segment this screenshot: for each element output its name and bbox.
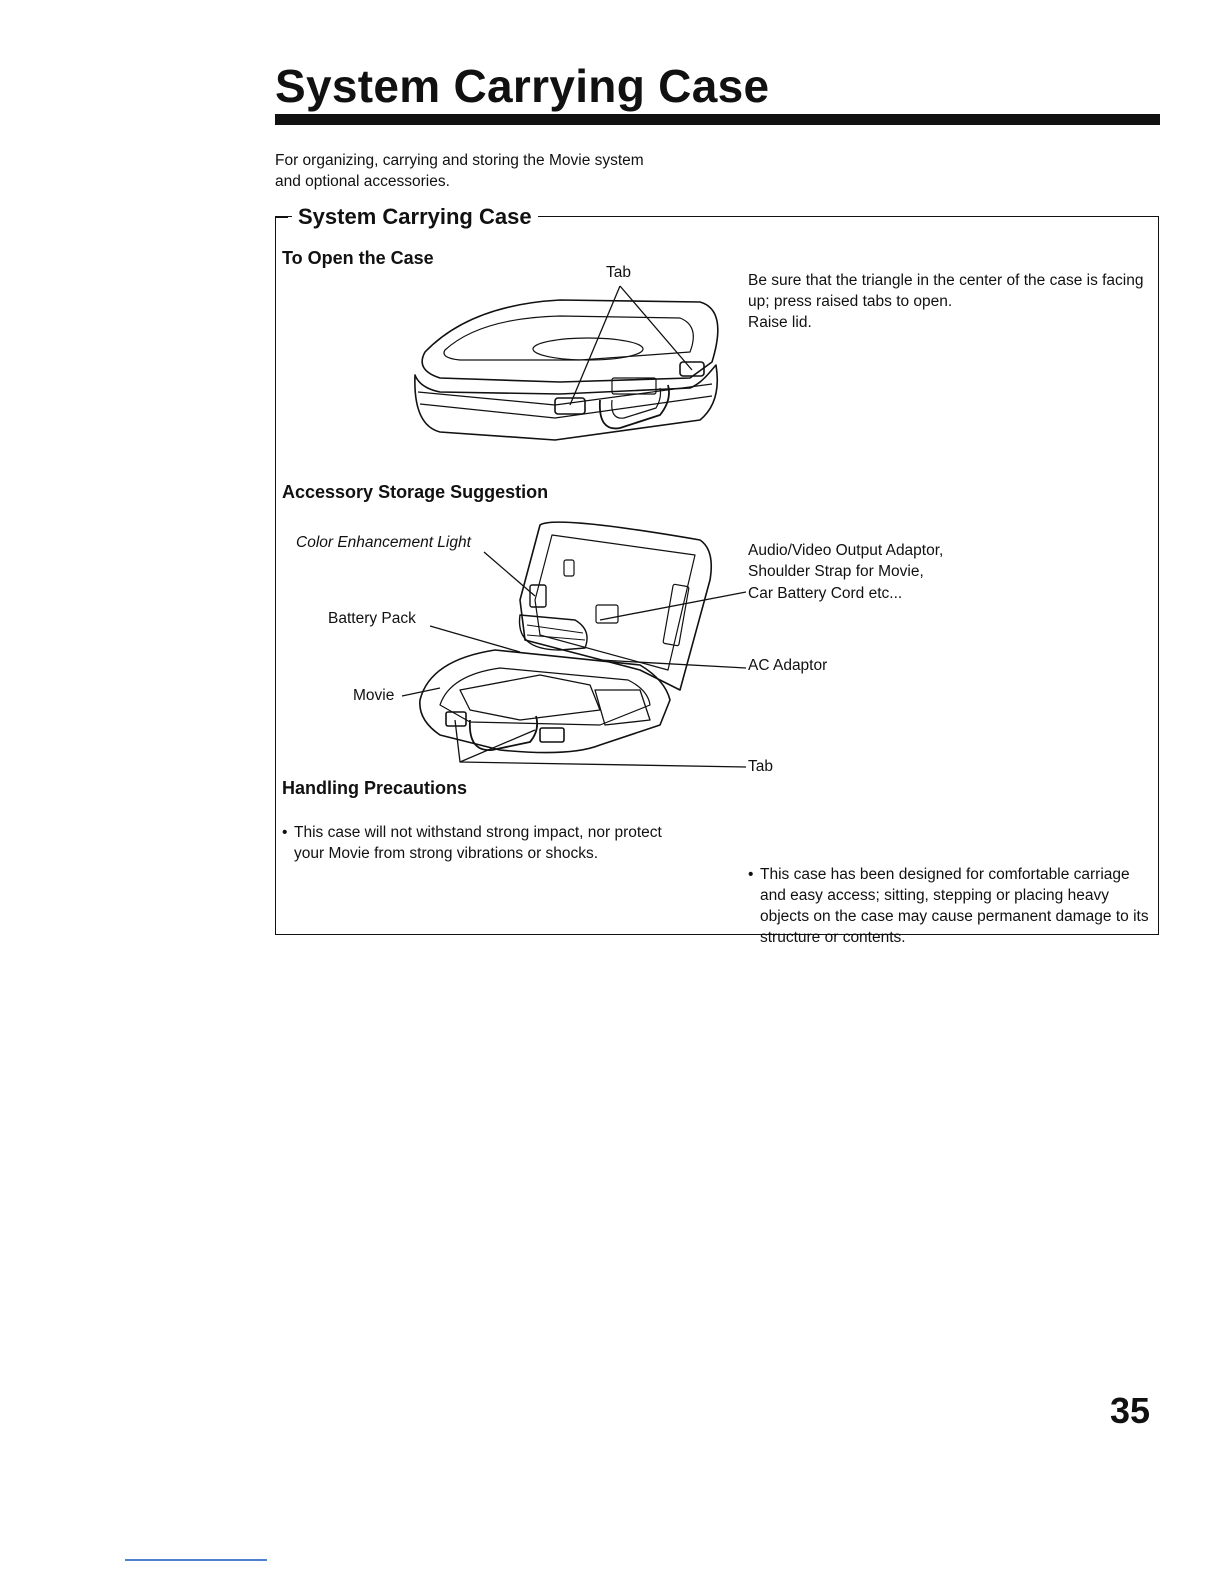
label-movie: Movie	[353, 687, 395, 704]
tab-label-top: Tab	[606, 264, 631, 281]
label-car-cord: Car Battery Cord etc...	[748, 585, 903, 602]
footer-line	[125, 1559, 267, 1561]
label-tab-bottom: Tab	[748, 758, 773, 775]
precaution-item: • This case will not withstand strong impact, nor protect your Movie from strong vibrations or shocks.	[278, 822, 679, 864]
storage-heading: Accessory Storage Suggestion	[282, 482, 549, 502]
intro-text: For organizing, carrying and storing the Movie system and optional accessories.	[275, 152, 644, 190]
title-rule	[275, 114, 1160, 125]
box-title-tick	[276, 216, 288, 218]
label-color-light: Color Enhancement Light	[296, 534, 471, 551]
open-case-heading: To Open the Case	[282, 248, 434, 268]
label-shoulder-strap: Shoulder Strap for Movie,	[748, 563, 924, 580]
precaution-item: • This case has been designed for comfortable carriage and easy access; sitting, stepping or placing heavy objects on the case may cause permanent damage to its structure or contents.	[744, 864, 1155, 948]
box-title: System Carrying Case	[292, 202, 538, 232]
label-ac-adaptor: AC Adaptor	[748, 657, 828, 674]
page-title: System Carrying Case	[275, 60, 770, 112]
instruction-line: Be sure that the triangle in the center of the case is facing up; press raised tabs to open.	[748, 272, 1144, 310]
label-battery-pack: Battery Pack	[328, 610, 416, 627]
precautions-heading: Handling Precautions	[282, 778, 468, 798]
label-av-adaptor: Audio/Video Output Adaptor,	[748, 542, 944, 559]
open-instructions	[748, 270, 1158, 333]
page-number: 35	[1110, 1390, 1151, 1431]
instruction-line: Raise lid.	[748, 314, 812, 331]
